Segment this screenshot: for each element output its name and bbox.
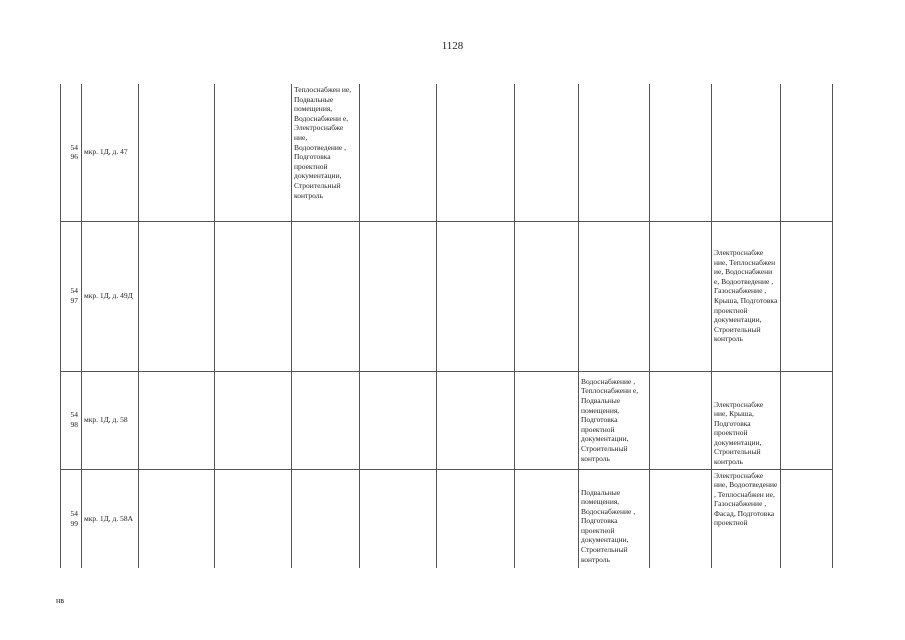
empty-cell [650,84,712,221]
empty-cell [781,371,833,469]
table-row [61,371,833,469]
works-cell [579,84,650,221]
empty-cell [781,84,833,221]
address-cell: мкр. 1Д, д. 58А [82,469,139,568]
row-number: 54 99 [61,469,82,568]
works-cell [292,469,360,568]
page-number: 1128 [441,40,464,52]
works-cell [579,221,650,371]
works-cell: Водоснабжение , Теплоснабжени е, Подвальные помещения, Подготовка проектной документации, Строительный контроль [579,371,650,469]
empty-cell [139,221,215,371]
row-number: 54 98 [61,371,82,469]
empty-cell [650,371,712,469]
empty-cell [139,469,215,568]
works-cell [292,221,360,371]
empty-cell [360,84,437,221]
empty-cell [515,84,579,221]
table-row [61,84,833,221]
empty-cell [650,469,712,568]
empty-cell [360,221,437,371]
empty-cell [515,371,579,469]
works-cell: Электроснабже ние, Теплоснабжен ие, Водоснабжени е, Водоотведение , Газоснабжение , Крыша, Подготовка проектной документации, Строительный контроль [712,221,781,371]
footer-mark: нв [56,596,65,605]
works-cell: Электроснабже ние, Водоотведение , Теплоснабжен ие, Газоснабжение , Фасад, Подготовка проектной [712,469,781,568]
empty-cell [360,371,437,469]
empty-cell [360,469,437,568]
empty-cell [139,371,215,469]
table-row [61,221,833,371]
table-row [61,469,833,568]
address-cell: мкр. 1Д, д. 58 [82,371,139,469]
works-cell: Электроснабже ние, Крыша, Подготовка проектной документации, Строительный контроль [712,371,781,469]
address-cell: мкр. 1Д, д. 49Д [82,221,139,371]
works-cell: Теплоснабжен ие, Подвальные помещения, Водоснабжени е, Электроснабже ние, Водоотведение , Подготовка проектной документации, Строительный контроль [292,84,360,221]
works-cell: Подвальные помещения, Водоснабжение , Подготовка проектной документации, Строительный контроль [579,469,650,568]
works-table [60,84,833,568]
empty-cell [215,84,292,221]
empty-cell [650,221,712,371]
empty-cell [437,221,515,371]
empty-cell [215,371,292,469]
empty-cell [781,221,833,371]
empty-cell [215,221,292,371]
empty-cell [515,469,579,568]
empty-cell [139,84,215,221]
empty-cell [215,469,292,568]
row-number: 54 97 [61,221,82,371]
works-cell [712,84,781,221]
empty-cell [437,84,515,221]
row-number: 54 96 [61,84,82,221]
works-cell [292,371,360,469]
address-cell: мкр. 1Д, д. 47 [82,84,139,221]
empty-cell [515,221,579,371]
empty-cell [437,371,515,469]
empty-cell [437,469,515,568]
empty-cell [781,469,833,568]
